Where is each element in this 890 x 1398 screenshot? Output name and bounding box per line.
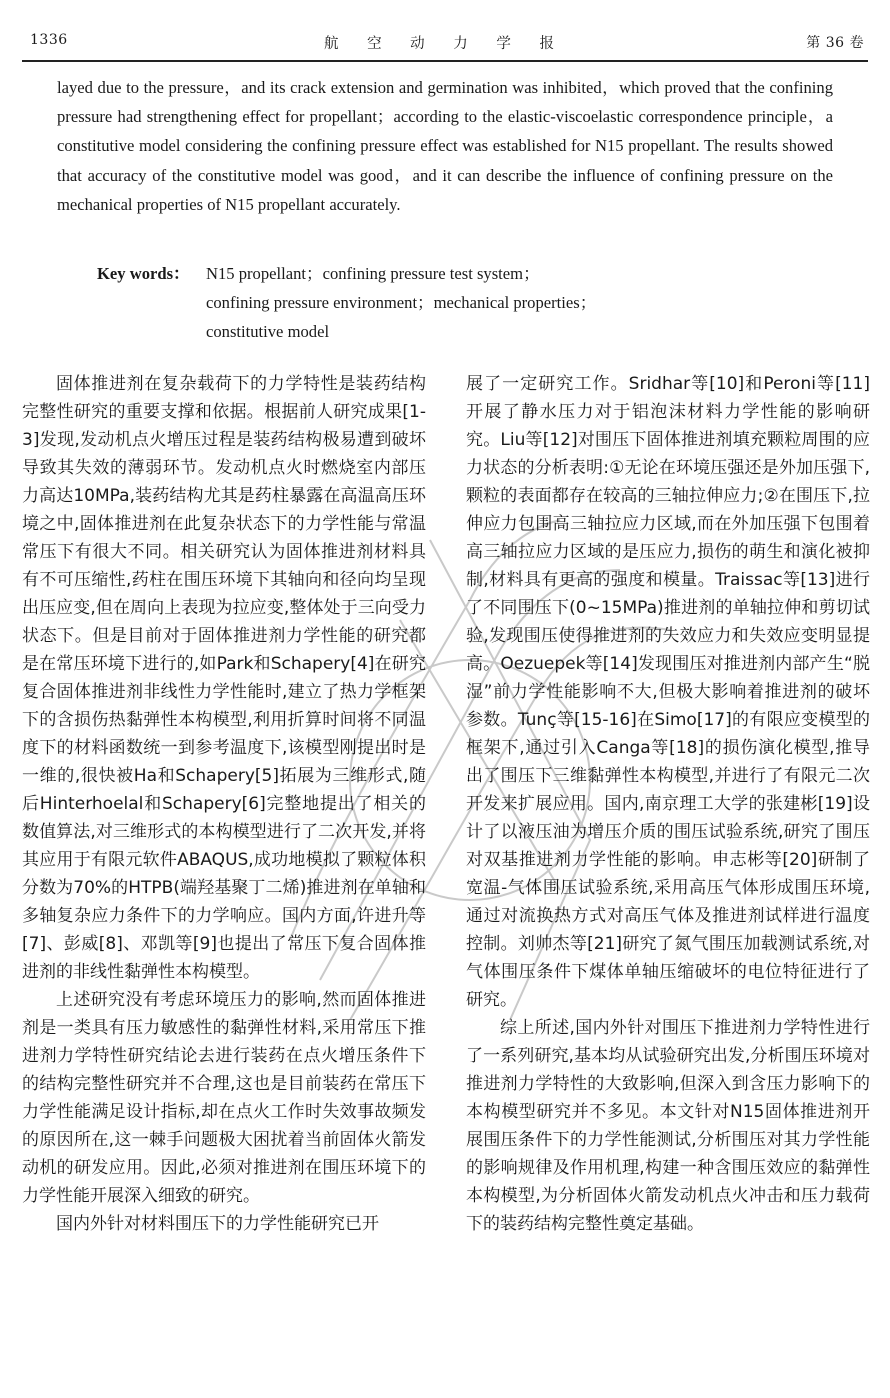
body-paragraph: 上述研究没有考虑环境压力的影响,然而固体推进剂是一类具有压力敏感性的黏弹性材料,采用常压下推进剂力学特性研究结论去进行装药在点火增压条件下的结构完整性研究并不合理,这也是目前装药在常压下力学性能满足设计指标,却在点火工作时失效事故频发的原因所在,这一棘手问题极大困扰着当前固体火箭发动机的研发应用。因此,必须对推进剂在围压环境下的力学性能开展深入细致的研究。 <box>22 990 426 1206</box>
body-paragraph: 展了一定研究工作。Sridhar等[10]和Peroni等[11]开展了静水压力对于铝泡沫材料力学性能的影响研究。Liu等[12]对围压下固体推进剂填充颗粒周围的应力状态的分析表明:①无论在环境压强还是外加压强下,颗粒的表面都存在较高的三轴拉伸应力;②在围压下,拉伸应力包围高三轴拉应力区域,而在外加压强下包围着高三轴拉应力区域的是压应力,损伤的萌生和演化被抑制,材料具有更高的强度和模量。Traissac等[13]进行了不同围压下(0~15MPa)推进剂的单轴拉伸和剪切试验,发现围压使得推进剂的失效应力和失效应变明显提高。Oezuepek等[14]发现围压对推进剂内部产生“脱湿”前力学性能影响不大,但极大影响着推进剂的破坏参数。Tunç等[15-16]在Simo[17]的有限应变模型的框架下,通过引入Canga等[18]的损伤演化模型,推导出了围压下三维黏弹性本构模型,并进行了有限元二次开发来扩展应用。国内,南京理工大学的张建彬[19]设计了以液压油为增压介质的围压试验系统,研究了围压对双基推进剂力学性能的影响。申志彬等[20]研制了宽温-气体围压试验系统,采用高压气体形成围压环境,通过对流换热方式对高压气体及推进剂试样进行温度控制。刘帅杰等[21]研究了氮气围压加载测试系统,对气体围压条件下煤体单轴压缩破坏的电位特征进行了研究。 <box>466 374 870 1010</box>
keywords-line: N15 propellant；confining pressure test system； <box>206 264 540 283</box>
body-paragraph: 固体推进剂在复杂载荷下的力学特性是装药结构完整性研究的重要支撑和依据。根据前人研究成果[1-3]发现,发动机点火增压过程是装药结构极易遭到破坏导致其失效的薄弱环节。发动机点火时燃烧室内部压力高达10MPa,装药结构尤其是药柱暴露在高温高压环境之中,固体推进剂在此复杂状态下的力学性能与常温常压下有很大不同。相关研究认为固体推进剂材料具有不可压缩性,药柱在围压环境下其轴向和径向均呈现出压应变,但在周向上表现为拉应变,整体处于三向受力状态下。但是目前对于固体推进剂力学性能的研究都是在常压环境下进行的,如Park和Schapery[4]在研究复合固体推进剂非线性力学性能时,建立了热力学框架下的含损伤热黏弹性本构模型,利用折算时间将不同温度下的材料函数统一到参考温度下,该模型刚提出时是一维的,很快被Ha和Schapery[5]拓展为三维形式,随后Hinterhoelal和Schapery[6]完整地提出了相关的数值算法,对三维形式的本构模型进行了二次开发,并将其应用于有限元软件ABAQUS,成功地模拟了颗粒体积分数为70%的HTPB(端羟基聚丁二烯)推进剂在单轴和多轴复杂应力条件下的力学响应。国内方面,许进升等[7]、彭威[8]、邓凯等[9]也提出了常压下复合固体推进剂的非线性黏弹性本构模型。 <box>22 374 426 982</box>
keywords-label: Key words： <box>97 264 190 283</box>
running-header <box>22 28 868 60</box>
volume-label: 第 36 卷 <box>806 35 864 51</box>
body-paragraph: 国内外针对材料围压下的力学性能研究已开 <box>56 1214 379 1234</box>
keywords-list <box>206 259 596 346</box>
left-column <box>22 370 426 1238</box>
body-paragraph: 综上所述,国内外针对围压下推进剂力学特性进行了一系列研究,基本均从试验研究出发,分析围压环境对推进剂力学特性的大致影响,但深入到含压力影响下的本构模型研究并不多见。本文针对N15固体推进剂开展围压条件下的力学性能测试,分析围压对其力学性能的影响规律及作用机理,构建一种含围压效应的黏弹性本构模型,为分析固体火箭发动机点火冲击和压力载荷下的装药结构完整性奠定基础。 <box>466 1018 870 1234</box>
header-rule <box>22 60 868 62</box>
page-number: 1336 <box>30 32 68 48</box>
abstract-text: layed due to the pressure，and its crack extension and germination was inhibited，which proved that the confining pressure had strengthening effect for propellant；according to the elastic-viscoelastic correspondence principle，a constitutive model considering the confining pressure effect was established for N15 propellant. The results showed that accuracy of the constitutive model was good，and it can describe the influence of confining pressure on the mechanical properties of N15 propellant accurately. <box>57 78 833 214</box>
journal-title: 航 空 动 力 学 报 <box>323 36 567 52</box>
keywords-line: constitutive model <box>206 322 330 341</box>
keywords-line: confining pressure environment；mechanical properties； <box>206 293 597 312</box>
right-column <box>466 370 870 1238</box>
